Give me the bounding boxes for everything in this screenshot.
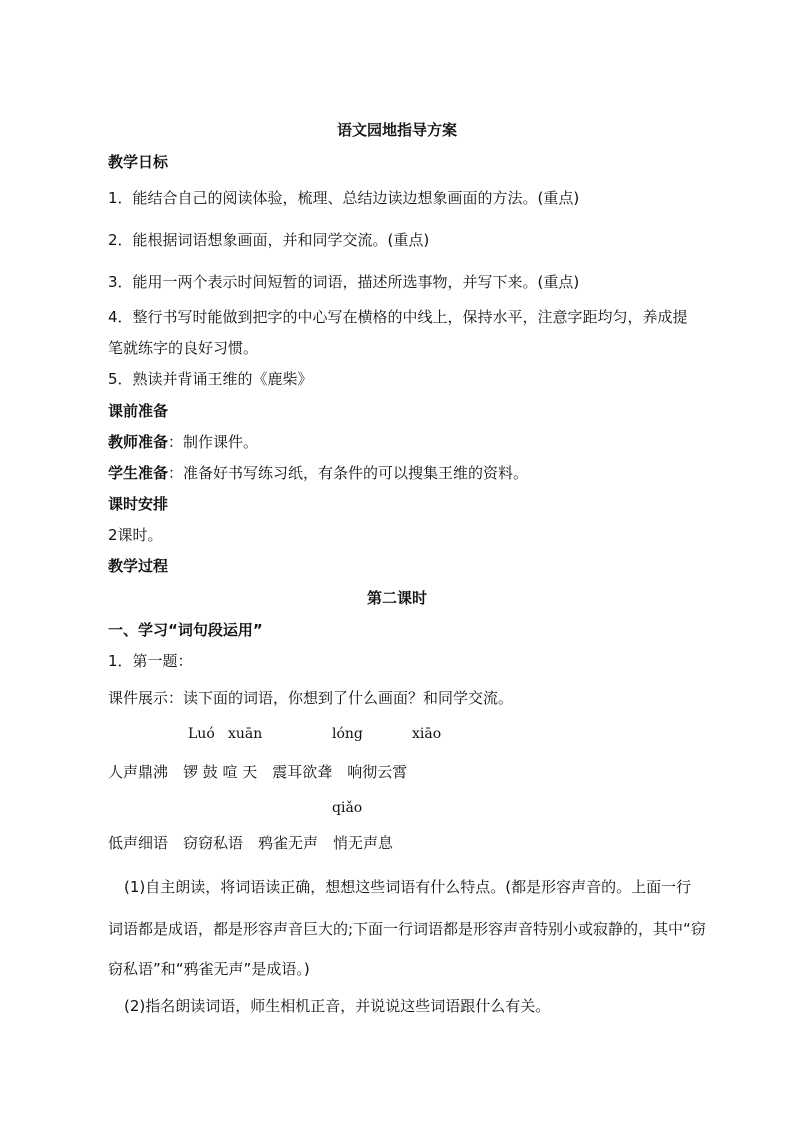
objective-2: 2．能根据词语想象画面，并和同学交流。(重点)	[108, 231, 430, 249]
objectives-heading: 教学日标	[108, 153, 169, 171]
document-title: 语文园地指导方案	[336, 121, 457, 139]
prep-heading: 课前准备	[108, 402, 169, 420]
section-one-heading: 一、学习“词句段运用”	[108, 621, 263, 639]
courseware-prompt: 课件展示：读下面的词语，你想到了什么画面？和同学交流。	[108, 689, 514, 707]
para1-line-2: 词语都是成语，都是形容声音巨大的;下面一行词语都是形容声音特别小或寂静的，其中“窃	[108, 920, 706, 938]
objective-4-cont: 笔就练字的良好习惯。	[108, 339, 259, 357]
pinyin-luo: Luó	[188, 726, 215, 742]
pinyin-qiao: qiǎo	[332, 800, 363, 816]
objective-3: 3．能用一两个表示时间短暂的词语，描述所选事物，并写下来。(重点)	[108, 273, 580, 291]
student-prep-label: 学生准备	[108, 464, 169, 482]
para1-line-1: (1)自主朗读，将词语读正确，想想这些词语有什么特点。(都是形容声音的。上面一行	[124, 878, 692, 896]
words-row-loud: 人声鼎沸 锣 鼓 喧 天 震耳欲聋 响彻云霄	[108, 763, 408, 781]
para2: (2)指名朗读词语，师生相机正音，并说说这些词语跟什么有关。	[124, 997, 551, 1015]
lesson-title: 第二课时	[366, 589, 427, 607]
teacher-prep-label: 教师准备	[108, 433, 169, 451]
pinyin-long: lóng	[332, 726, 363, 742]
teacher-prep	[108, 432, 258, 452]
student-prep-text: ：准备好书写练习纸，有条件的可以搜集王维的资料。	[168, 464, 529, 482]
teacher-prep-text: ：制作课件。	[168, 433, 259, 451]
student-prep	[108, 463, 528, 483]
schedule-heading: 课时安排	[108, 495, 169, 513]
schedule-text: 2课时。	[108, 526, 163, 544]
objective-5: 5．熟读并背诵王维的《鹿柴》	[108, 370, 313, 388]
pinyin-xiao: xiāo	[412, 726, 442, 742]
words-row-quiet: 低声细语 窃窃私语 鸦雀无声 悄无声息	[108, 834, 394, 852]
objective-1: 1．能结合自己的阅读体验，梳理、总结边读边想象画面的方法。(重点)	[108, 189, 580, 207]
process-heading: 教学过程	[108, 557, 169, 575]
para1-line-3: 窃私语”和“鸦雀无声”是成语。)	[108, 960, 310, 978]
objective-4: 4．整行书写时能做到把字的中心写在横格的中线上，保持水平，注意字距均匀，养成提	[108, 308, 688, 326]
pinyin-xuan: xuān	[228, 726, 263, 742]
item-one: 1．第一题：	[108, 652, 193, 670]
